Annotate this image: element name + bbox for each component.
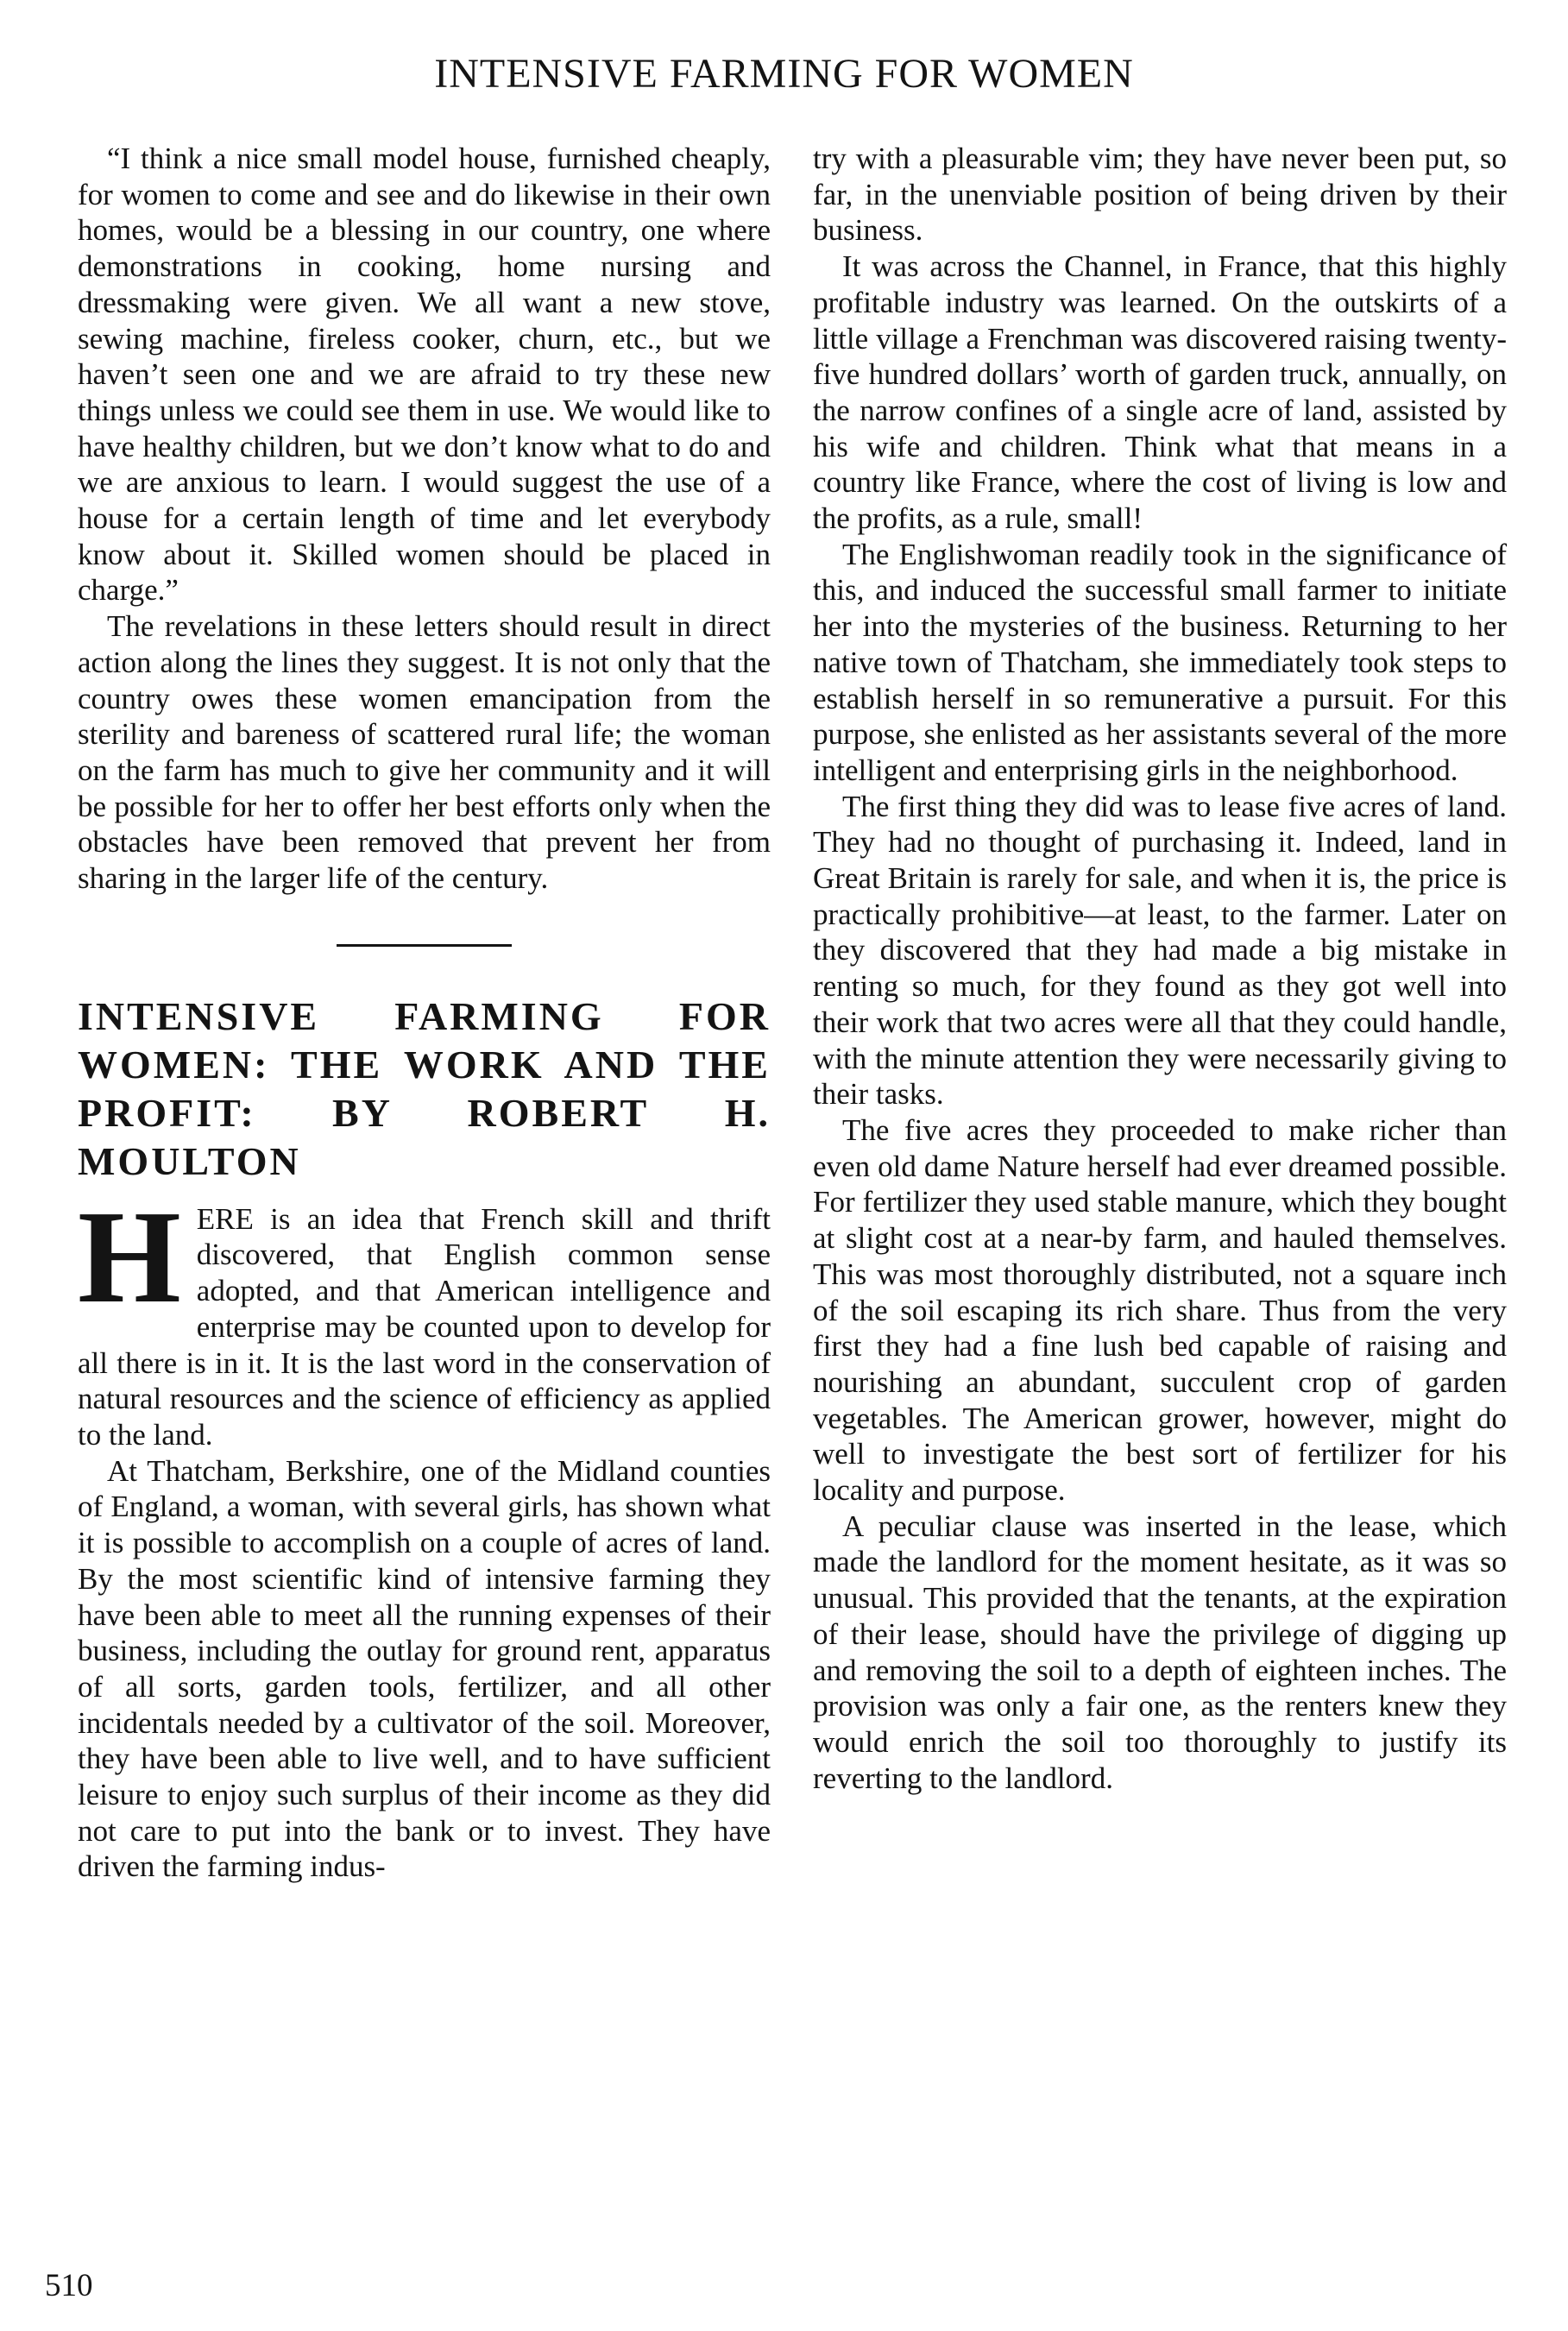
fertilizer-paragraph: The five acres they proceeded to make richer than even old dame Nature herself had ever dreamed possible. For fertilizer they used stable manure, which they bought at slight cost at a near-by farm, and hauled themselves. This was most thoroughly distributed, not a square inch of the soil escaping its rich share. Thus from the very first they had a fine lush bed capable of raising and nourishing an abundant, succulent crop of garden vegetables. The American grower, however, might do well to investigate the best sort of fertilizer for his locality and purpose. (813, 1112, 1507, 1508)
lease-paragraph: The first thing they did was to lease five acres of land. They had no thought of purchasing it. Indeed, land in Great Britain is rarely for sale, and when it is, the price is practically prohibitive—at least, to the farmer. Later on they discovered that they had made a big mistake in renting so much, for they found as they got well into their work that two acres were all that they could handle, with the minute attention they were necessarily giving to their tasks. (813, 789, 1507, 1112)
france-paragraph: It was across the Channel, in France, that this highly profitable industry was learned. On the outskirts of a little village a Frenchman was discovered raising twenty-five hundred dollars’ worth of garden truck, annually, on the narrow confines of a single acre of land, assisted by his wife and children. Think what that means in a country like France, where the cost of living is low and the profits, as a rule, small! (813, 249, 1507, 536)
revelations-paragraph: The revelations in these letters should result in direct action along the lines they suggest. It is not only that the country owes these women emancipation from the sterility and bareness of scattered rural life; the woman on the farm has much to give her community and it will be possible for her to offer her best efforts only when the obstacles have been removed that prevent her from sharing in the larger life of the century. (78, 609, 771, 896)
continued-paragraph: try with a pleasurable vim; they have never been put, so far, in the unenviable position of being driven by their business. (813, 142, 1507, 248)
left-column (78, 141, 771, 1885)
right-column (813, 141, 1507, 1796)
clause-paragraph: A peculiar clause was inserted in the lease, which made the landlord for the moment hesitate, as it was so unusual. This provided that the tenants, at the expiration of their lease, should have the privilege of digging up and removing the soil to a depth of eighteen inches. The provision was only a fair one, as the renters knew they would enrich the soil too thoroughly to justify its reverting to the landlord. (813, 1509, 1507, 1795)
running-header: INTENSIVE FARMING FOR WOMEN (434, 51, 1134, 97)
drop-cap: H (78, 1183, 181, 1331)
section-divider (337, 944, 512, 947)
article-title: INTENSIVE FARMING FOR WOMEN: THE WORK AND THE PROFIT: BY ROBERT H. MOULTON (78, 993, 771, 1183)
thatcham-paragraph: At Thatcham, Berkshire, one of the Midland counties of England, a woman, with several girls, has shown what it is possible to accomplish on a couple of acres of land. By the most scientific kind of intensive farming they have been able to meet all the running expenses of their business, including the outlay for ground rent, apparatus of all sorts, garden tools, fertilizer, and all other incidentals needed by a cultivator of the soil. Moreover, they have been able to live well, and to have sufficient leisure to enjoy such surplus of their income as they did not care to put into the bank or to invest. They have driven the farming indus- (78, 1453, 771, 1884)
englishwoman-paragraph: The Englishwoman readily took in the significance of this, and induced the successful small farmer to initiate her into the mysteries of the business. Returning to her native town of Thatcham, she immediately took steps to establish herself in so remunerative a pursuit. For this purpose, she enlisted as her assistants several of the more intelligent and enterprising girls in the neighborhood. (813, 537, 1507, 787)
page-number: 510 (45, 2268, 93, 2303)
letter-quote-paragraph: “I think a nice small model house, furnished cheaply, for women to come and see and do likewise in their own homes, would be a blessing in our country, one where demonstrations in cooking, home nursing and dressmaking were given. We all want a new stove, sewing machine, fireless cooker, churn, etc., but we haven’t seen one and we are afraid to try these new things unless we could see them in use. We would like to have healthy children, but we don’t know what to do and we are anxious to learn. I would suggest the use of a house for a certain length of time and let everybody know about it. Skilled women should be placed in charge.” (78, 142, 771, 608)
lead-paragraph-text: ERE is an idea that French skill and thrift discovered, that English common sense adopted, and that American intelligence and enterprise may be counted upon to develop for all there is in it. It is the last word in the conservation of natural resources and the science of efficiency as applied to the land. (78, 1201, 771, 1452)
lead-paragraph (78, 1183, 771, 1453)
